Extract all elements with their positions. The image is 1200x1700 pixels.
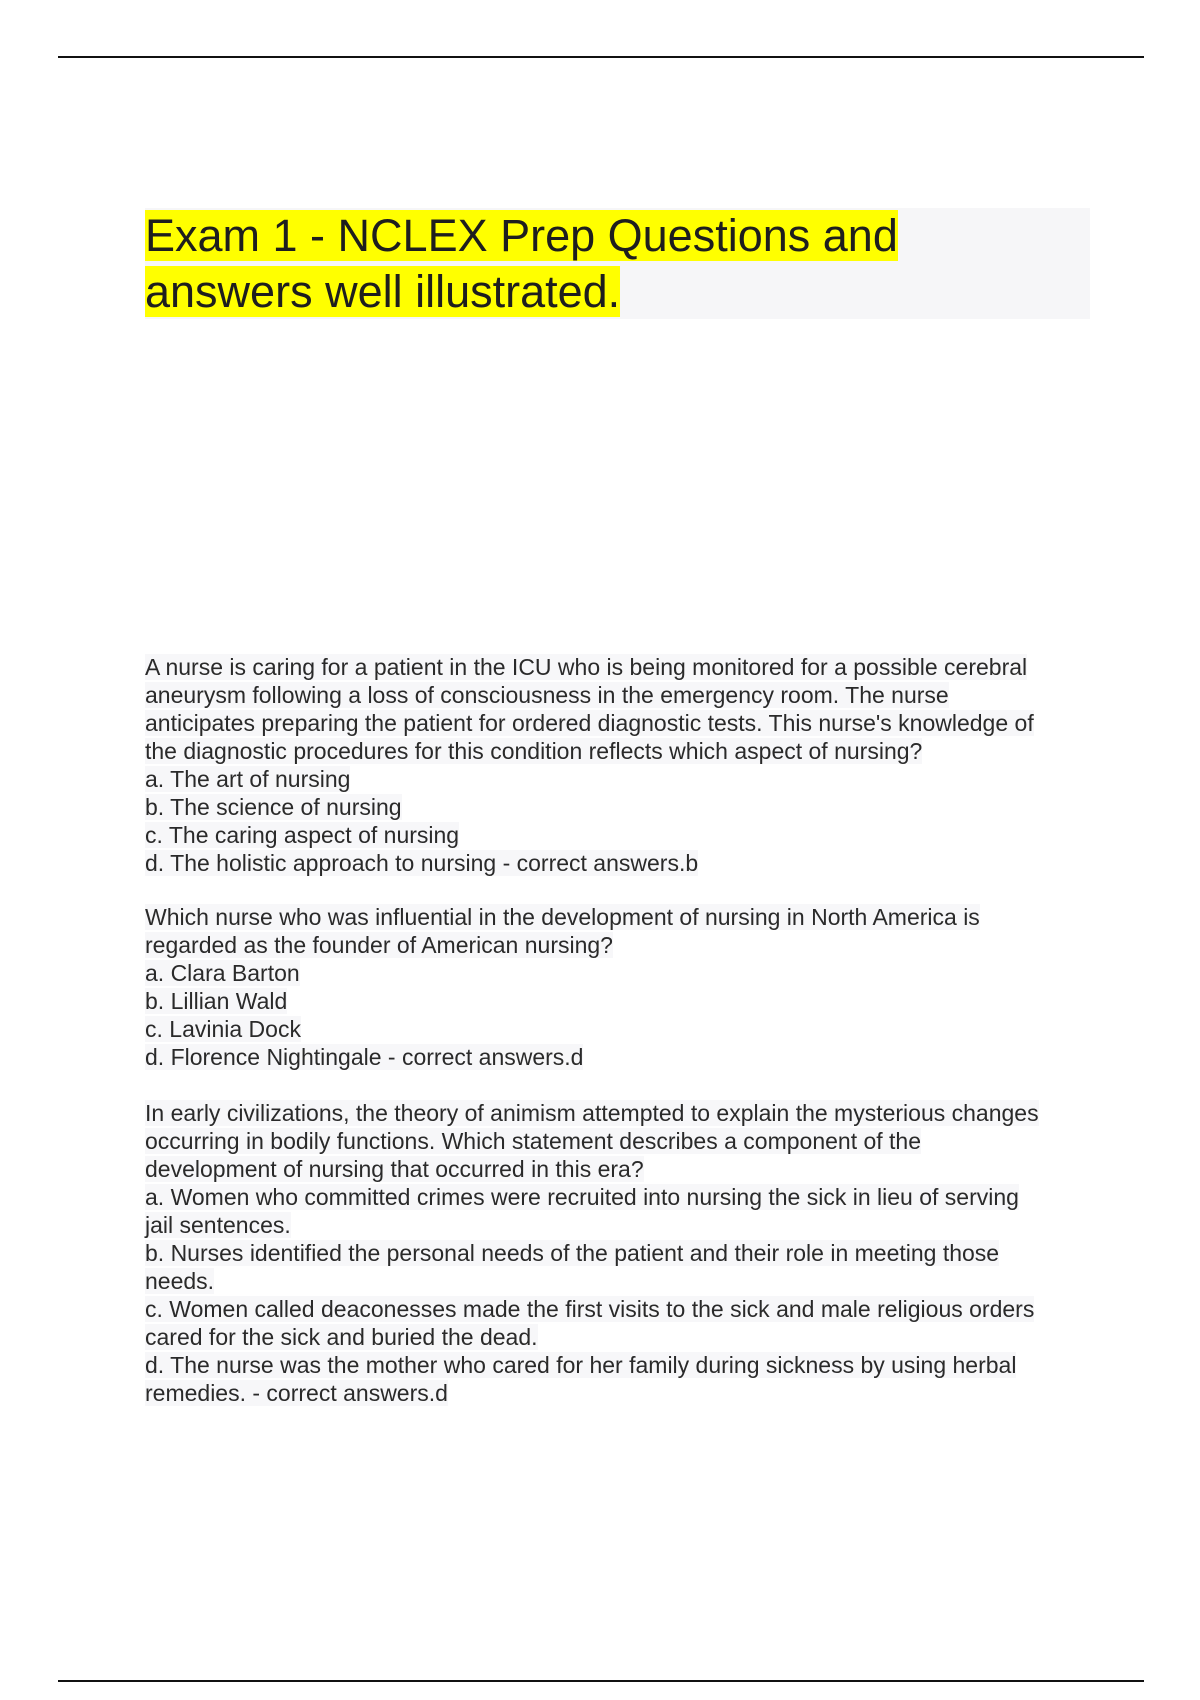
question-3-option-c-cont: cared for the sick and buried the dead. <box>145 1324 538 1350</box>
question-3-option-d: d. The nurse was the mother who cared for her family during sickness by using herbal <box>145 1352 1017 1378</box>
question-3-line: development of nursing that occurred in this era? <box>145 1156 644 1182</box>
question-3-option-a-cont: jail sentences. <box>145 1212 291 1238</box>
question-2-option-a: a. Clara Barton <box>145 960 300 986</box>
question-1-option-b: b. The science of nursing <box>145 794 402 820</box>
question-2-line: Which nurse who was influential in the development of nursing in North America is <box>145 904 980 930</box>
question-3-line: In early civilizations, the theory of animism attempted to explain the mysterious changes <box>145 1100 1039 1126</box>
question-1-option-a: a. The art of nursing <box>145 766 351 792</box>
question-2 <box>145 903 1095 1071</box>
question-3-option-b-cont: needs. <box>145 1268 215 1294</box>
question-1-line: anticipates preparing the patient for ordered diagnostic tests. This nurse's knowledge of <box>145 710 1034 736</box>
document-title <box>145 208 965 320</box>
question-1-line: aneurysm following a loss of consciousness in the emergency room. The nurse <box>145 682 949 708</box>
question-3-option-b: b. Nurses identified the personal needs of the patient and their role in meeting those <box>145 1240 1000 1266</box>
question-1-option-c: c. The caring aspect of nursing <box>145 822 460 848</box>
question-2-line: regarded as the founder of American nursing? <box>145 932 613 958</box>
question-3-option-a: a. Women who committed crimes were recruited into nursing the sick in lieu of serving <box>145 1184 1019 1210</box>
question-2-option-b: b. Lillian Wald <box>145 988 288 1014</box>
question-1-option-d: d. The holistic approach to nursing - correct answers.b <box>145 850 699 876</box>
question-3-option-d-cont: remedies. - correct answers.d <box>145 1380 448 1406</box>
question-3-option-c: c. Women called deaconesses made the first visits to the sick and male religious orders <box>145 1296 1035 1322</box>
question-1-line: the diagnostic procedures for this condition reflects which aspect of nursing? <box>145 738 923 764</box>
question-3-line: occurring in bodily functions. Which statement describes a component of the <box>145 1128 922 1154</box>
question-2-option-d: d. Florence Nightingale - correct answers.d <box>145 1044 584 1070</box>
footer-rule <box>58 1680 1144 1682</box>
question-1-line: A nurse is caring for a patient in the ICU who is being monitored for a possible cerebral <box>145 654 1028 680</box>
title-block <box>145 208 1090 319</box>
header-rule <box>58 56 1144 58</box>
question-3 <box>145 1099 1095 1407</box>
document-title-text: Exam 1 - NCLEX Prep Questions and answers well illustrated. <box>145 210 898 317</box>
question-2-option-c: c. Lavinia Dock <box>145 1016 301 1042</box>
question-1 <box>145 653 1095 877</box>
